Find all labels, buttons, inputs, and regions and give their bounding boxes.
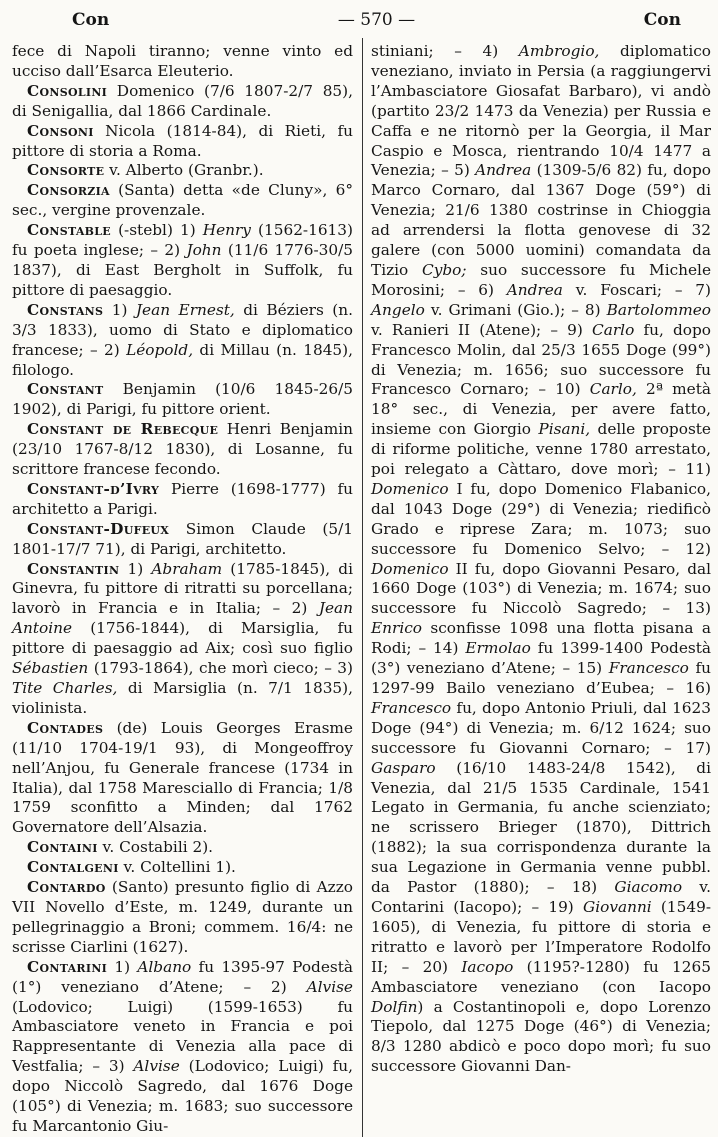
text-columns [12, 42, 711, 1137]
italic-name: Andrea [475, 161, 532, 180]
dictionary-entry [12, 480, 353, 520]
entry-headword: Contades [27, 718, 104, 737]
italic-name: Bartolommeo [606, 300, 711, 319]
dictionary-entry [12, 858, 353, 878]
entry-headword: Constable [27, 221, 111, 240]
entry-text: sconfisse 1098 una flotta pisana a Rodi; – 14) [371, 619, 711, 658]
italic-name: Francesco [608, 659, 689, 678]
italic-name: Giovanni [583, 897, 652, 916]
entry-text: (1793-1864), che morì cieco; – 3) [88, 659, 353, 678]
entry-headword: Constant-Dufeux [27, 519, 170, 538]
entry-headword: Consolini [27, 81, 108, 100]
entry-text: (Lodovico; Luigi) (1599-1653) fu Ambasciatore veneto in Francia e poi Rappresentante di Venezia alla pace di Vestfalia; – 3) [12, 997, 353, 1076]
column-divider [362, 38, 363, 1137]
dictionary-entry [12, 380, 353, 420]
dictionary-entry [12, 719, 353, 838]
right-column [371, 42, 711, 1137]
italic-name: Enrico [371, 619, 422, 638]
entry-text: (Santa) detta «de Cluny», 6° sec., vergine provenzale. [12, 181, 353, 220]
italic-name: Alvise [306, 977, 353, 996]
italic-name: Iacopo [461, 957, 514, 976]
dictionary-entry [12, 161, 353, 181]
dictionary-entry [12, 82, 353, 122]
italic-name: Francesco [371, 698, 452, 717]
entry-text: (1562-1613) fu poeta inglese; – 2) [12, 221, 353, 260]
italic-name: John [186, 241, 222, 260]
entry-text: v. Coltellini 1). [118, 858, 236, 877]
italic-name: Carlo, [589, 380, 637, 399]
entry-text: (1549-1605), di Venezia, fu pittore di storia e ritratto e lavorò per l’Imperatore Rodolfo II; – 20) [371, 897, 711, 976]
entry-headword: Contalgeni [27, 858, 119, 877]
italic-name: Andrea [506, 280, 563, 299]
entry-text: fece di Napoli tiranno; venne vinto ed ucciso dall’Esarca Eleuterio. [12, 42, 353, 80]
entry-text: suo successore fu Michele Morosini; – 6) [371, 260, 712, 299]
running-head-left: Con [72, 10, 110, 30]
entry-text: fu 1399-1400 Podestà (3°) veneziano d’Atene; – 15) [371, 639, 711, 678]
italic-name: Jean Antoine [12, 599, 353, 638]
entry-text: delle proposte di riforme politiche, venne 1780 arrestato, poi relegato a Càttaro, dove morì; – 11) [371, 420, 711, 479]
running-head [12, 0, 711, 30]
entry-text: di Millau (n. 1845), filologo. [12, 340, 353, 379]
page-number: — 570 — [337, 10, 416, 30]
entry-text: (-stebl) 1) [111, 221, 203, 240]
italic-name: Henry [202, 221, 251, 240]
entry-text: 1) [119, 559, 152, 578]
dictionary-entry [12, 958, 353, 1137]
entry-text: fu 1395-97 Podestà (1°) veneziano d’Atene; – 2) [12, 957, 353, 996]
entry-text: Benjamin (10/6 1845-26/5 1902), di Parigi, fu pittore orient. [12, 380, 353, 419]
entry-text: di Béziers (n. 3/3 1833), uomo di Stato e diplomatico francese; – 2) [12, 300, 353, 359]
entry-text: v. Contarini (Iacopo); – 19) [371, 878, 711, 916]
entry-headword: Contardo [27, 878, 106, 897]
dictionary-entry [12, 122, 353, 162]
entry-text: Domenico (7/6 1807-2/7 85), di Senigallia, dal 1866 Cardinale. [12, 81, 353, 120]
entry-text: (Lodovico; Luigi) fu, dopo Niccolò Sagredo, dal 1676 Doge (105°) di Venezia; m. 1683; suo successore fu Marcantonio Giu- [12, 1057, 353, 1135]
entry-headword: Consorzia [27, 181, 110, 200]
entry-text: fu 1297-99 Bailo veneziano d’Eubea; – 16) [371, 659, 711, 697]
left-column [12, 42, 362, 1137]
entry-headword: Constant [27, 380, 104, 399]
entry-text: fu, dopo Antonio Priuli, dal 1623 Doge (94°) di Venezia; m. 6/12 1624; suo successore fu Giovanni Cornaro; – 17) [371, 698, 711, 757]
italic-name: Jean Ernest, [135, 300, 235, 319]
entry-text: v. Foscari; – 7) [562, 280, 711, 299]
entry-text: ) a Costantinopoli e, dopo Lorenzo Tiepolo, dal 1275 Doge (46°) di Venezia; 8/3 1280 abdicò e poco dopo morì; fu suo successore Giovanni Dan- [371, 997, 711, 1076]
continued-text [12, 42, 353, 82]
italic-name: Ambrogio, [518, 42, 600, 60]
entry-text: 1) [107, 957, 138, 976]
entry-text: (1785-1845), di Ginevra, fu pittore di ritratti su porcellana; lavorò in Francia e in Italia; – 2) [12, 559, 353, 618]
entry-text: v. Ranieri II (Atene); – 9) [371, 320, 593, 339]
entry-text: (de) Louis Georges Erasme (11/10 1704-19/1 93), di Mongeoffroy nell’Anjou, fu Generale francese (1734 in Italia), dal 1758 Maresciallo di Francia; 1/8 1759 sconfitto a Minden; dal 1762 Governatore dell’Alsazia. [12, 718, 353, 837]
entry-text: v. Grimani (Gio.); – 8) [424, 300, 607, 319]
entry-text: stiniani; – 4) [371, 42, 519, 60]
entry-text: (16/10 1483-24/8 1542), di Venezia, dal 21/5 1535 Cardinale, 1541 Legato in Germania, fu anche scienziato; ne scrissero Brieger (1870), Dittrich (1882); la sua corrispondenza durante la sua Legazione in Germania venne pubbl. da Pastor (1880); – 18) [371, 758, 711, 897]
entry-text: Simon Claude (5/1 1801-17/7 71), di Parigi, architetto. [12, 519, 353, 558]
italic-name: Giacomo [614, 878, 683, 897]
italic-name: Abraham [151, 559, 223, 578]
entry-headword: Constant-d’Ivry [27, 479, 160, 498]
entry-headword: Constantin [27, 559, 120, 578]
italic-name: Domenico [371, 559, 449, 578]
dictionary-entry [12, 181, 353, 221]
italic-name: Pisani, [538, 420, 591, 439]
italic-name: Sébastien [12, 659, 89, 678]
entry-text: diplomatico veneziano, inviato in Persia (a raggiungervi l’Ambasciatore Giosafat Barbaro), vi andò (partito 23/2 1473 da Venezia) per Russia e Caffa e ne ritornò per la Georgia, il Mar Caspio e Mosca, rientrando 10/4 1477 a Venezia; – 5) [371, 42, 711, 180]
entry-headword: Containi [27, 838, 98, 857]
continued-text [371, 42, 711, 1077]
dictionary-entry [12, 520, 353, 560]
italic-name: Carlo [592, 320, 635, 339]
entry-text: (1309-5/6 82) fu, dopo Marco Cornaro, dal 1367 Doge (59°) di Venezia; 21/6 1380 costrinse in Chioggia ad arrendersi la flotta genovese di 32 galere (con 5000 uomini) comandata da Tizio [371, 161, 711, 279]
italic-name: Angelo [371, 300, 425, 319]
dictionary-entry [12, 221, 353, 301]
dictionary-entry [12, 301, 353, 381]
entry-text: II fu, dopo Giovanni Pesaro, dal 1660 Doge (103°) di Venezia; m. 1674; suo successore fu Niccolò Sagredo; – 13) [371, 559, 711, 618]
entry-text: (Santo) presunto figlio di Azzo VII Novello d’Este, m. 1249, durante un pellegrinaggio a Broni; commem. 16/4: ne scrisse Ciarlini (1627). [12, 878, 353, 956]
entry-headword: Consoni [27, 121, 94, 140]
italic-name: Dolfin [371, 997, 418, 1016]
entry-headword: Constant de Rebecque [27, 420, 219, 439]
dictionary-entry [12, 420, 353, 480]
entry-headword: Consorte [27, 161, 105, 180]
entry-text: 2ª metà 18° sec., di Venezia, per avere fatto, insieme con Giorgio [371, 380, 711, 439]
entry-text: Pierre (1698-1777) fu architetto a Parigi. [12, 479, 353, 518]
italic-name: Ermolao [465, 639, 531, 658]
entry-text: I fu, dopo Domenico Flabanico, dal 1043 Doge (29°) di Venezia; riedificò Grado e riprese Zara; m. 1073; suo successore fu Domenico Selvo; – 12) [371, 479, 711, 558]
entry-text: (1756-1844), di Marsiglia, fu pittore di paesaggio ad Aix; così suo figlio [12, 619, 353, 658]
dictionary-entry [12, 838, 353, 858]
italic-name: Tite Charles, [12, 679, 118, 697]
entry-headword: Constans [27, 300, 104, 319]
dictionary-entry [12, 878, 353, 958]
italic-name: Albano [137, 957, 192, 976]
italic-name: Gasparo [371, 758, 436, 777]
dictionary-entry [12, 560, 353, 719]
entry-text: (11/6 1776-30/5 1837), di East Bergholt in Suffolk, fu pittore di paesaggio. [12, 241, 353, 299]
entry-text: di Marsiglia (n. 7/1 1835), violinista. [12, 679, 353, 717]
entry-text: Henri Benjamin (23/10 1767-8/12 1830), di Losanne, fu scrittore francese fecondo. [12, 420, 353, 479]
entry-text: (1195?-1280) fu 1265 Ambasciatore veneziano (con Iacopo [371, 957, 711, 996]
italic-name: Domenico [371, 479, 449, 498]
entry-text: v. Costabili 2). [97, 838, 214, 857]
entry-text: v. Alberto (Granbr.). [104, 161, 264, 180]
running-head-right: Con [643, 10, 681, 30]
entry-text: 1) [103, 300, 136, 319]
italic-name: Alvise [133, 1057, 180, 1076]
italic-name: Léopold, [126, 340, 194, 359]
italic-name: Cybo; [422, 260, 467, 279]
entry-headword: Contarini [27, 957, 108, 976]
entry-text: Nicola (1814-84), di Rieti, fu pittore di storia a Roma. [12, 121, 353, 160]
entry-text: fu, dopo Francesco Molin, dal 25/3 1655 Doge (99°) di Venezia; m. 1656; suo successore fu Francesco Cornaro; – 10) [371, 320, 711, 399]
